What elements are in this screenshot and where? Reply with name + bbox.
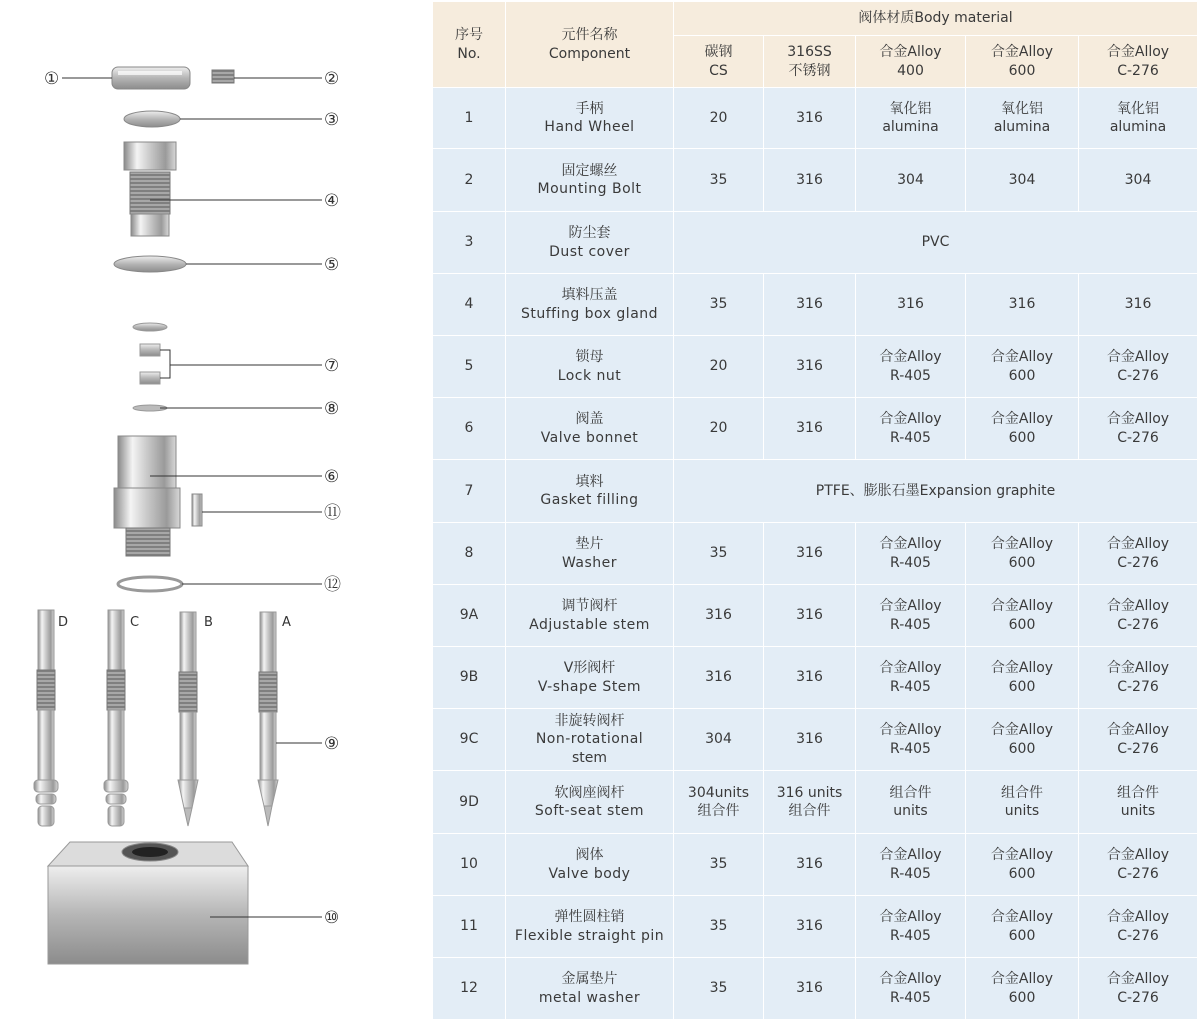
cell-cs [674,336,764,398]
cell-alloy-c276 [1079,709,1198,771]
header-material-col [674,36,764,88]
cell-component [506,647,674,709]
cell-316ss [764,336,856,398]
component-en: Non-rotational [535,731,644,748]
cell-316ss [764,149,856,212]
alloy-value: C-276 [1117,616,1159,633]
exploded-parts-diagram [0,0,430,1030]
cs-value: 20 [709,420,728,437]
part-stems [34,610,278,826]
header-material-line2: 600 [1008,62,1036,79]
cs-value: 304units [687,784,750,801]
cell-316ss [764,896,856,958]
ss-value: 316 [796,731,823,748]
component-en: Lock nut [557,367,622,384]
cell-component [506,523,674,585]
component-en: Mounting Bolt [537,181,642,197]
cell-no: 9A [433,585,506,647]
alloy-value: 合金Alloy [1106,411,1170,428]
alloy-value: 600 [1008,927,1036,944]
table-row [433,771,1198,834]
component-cn: 调节阀杆 [561,598,618,615]
cell-component [506,212,674,274]
component-en: Valve bonnet [540,429,639,446]
callout-11: ⑪ [324,503,341,523]
alloy-value: 600 [1008,678,1036,695]
cell-alloy-c276 [1079,398,1198,460]
component-en: Adjustable stem [529,616,650,633]
cell-alloy-a600 [966,149,1079,212]
alloy-value: R-405 [890,927,931,944]
cell-316ss [764,585,856,647]
cell-cs [674,958,764,1020]
cell-alloy-a400 [856,585,966,647]
cell-alloy-a400 [856,523,966,585]
cell-material-all: PVC [674,212,1198,274]
cell-component [506,896,674,958]
part-lock-nut [114,256,186,272]
callout-10: ⑩ [324,908,340,928]
part-packing [133,323,167,411]
callout-3: ③ [324,110,340,130]
alloy-value: R-405 [890,989,931,1006]
alloy-value: 合金Alloy [1106,349,1170,366]
alloy-value: 304 [897,171,924,188]
alloy-value: 600 [1008,740,1036,757]
callout-2: ② [324,69,340,89]
alloy-value: C-276 [1117,367,1159,384]
cell-component [506,149,674,212]
alloy-value: 氧化铝 [889,100,932,117]
component-cn: V形阀杆 [563,660,616,677]
cell-alloy-c276 [1079,336,1198,398]
alloy-value: 600 [1008,554,1036,571]
cell-component [506,274,674,336]
cell-316ss [764,88,856,149]
callout-8: ⑧ [324,399,340,419]
alloy-value: units [893,803,928,819]
component-cn: 防尘套 [568,225,611,242]
cell-alloy-a600 [966,647,1079,709]
cell-no: 9B [433,647,506,709]
alloy-value: 600 [1008,865,1036,882]
alloy-value: 氧化铝 [1001,100,1043,117]
alloy-value: 合金Alloy [879,536,942,553]
stem-letter-c: C [130,615,140,630]
alloy-value: 合金Alloy [990,847,1054,864]
cs-value: 20 [709,109,728,126]
alloy-value: 304 [1124,171,1152,188]
cell-no: 5 [433,336,506,398]
alloy-value: 氧化铝 [1117,100,1159,117]
component-en: Soft-seat stem [534,803,645,819]
cell-alloy-c276 [1079,585,1198,647]
cs-value: 35 [709,856,728,873]
component-cn: 阀体 [575,847,604,864]
alloy-value: R-405 [890,554,931,571]
alloy-value: 合金Alloy [1106,598,1170,615]
component-en: Stuffing box gland [520,305,659,322]
material-table [432,1,1198,1020]
cell-material-all: PTFE、膨胀石墨Expansion graphite [674,460,1198,523]
component-cn: 锁母 [575,349,604,366]
cell-no: 9D [433,771,506,834]
alloy-value: 316 [1008,296,1036,313]
cell-component [506,460,674,523]
header-material-col [764,36,856,88]
alloy-value: units [1004,803,1040,819]
cell-cs [674,523,764,585]
cell-no: 9C [433,709,506,771]
cell-alloy-a400 [856,398,966,460]
cell-alloy-c276 [1079,896,1198,958]
callout-12: ⑫ [324,575,341,595]
cell-alloy-a400 [856,336,966,398]
component-en: Washer [561,554,618,571]
cs-value-2: 组合件 [697,803,740,819]
header-body-material: 阀体材质Body material [674,2,1198,36]
component-en: Valve body [548,865,631,882]
table-row [433,896,1198,958]
header-material-col [856,36,966,88]
stem-letter-a: A [282,615,291,630]
callout-5: ⑤ [324,255,340,275]
alloy-value: 合金Alloy [990,722,1054,739]
alloy-value: C-276 [1117,865,1159,882]
cell-alloy-a600 [966,523,1079,585]
cell-alloy-c276 [1079,523,1198,585]
header-material-line2: CS [709,62,728,79]
table-row [433,958,1198,1020]
alloy-value: 合金Alloy [879,411,942,428]
alloy-value: C-276 [1117,429,1159,446]
header-material-line2: C-276 [1117,62,1159,79]
ss-value: 316 [796,358,823,375]
component-en: Gasket filling [540,492,639,508]
component-en: Flexible straight pin [514,927,665,944]
alloy-value: R-405 [890,429,931,446]
component-cn: 垫片 [575,536,604,553]
ss-value: 316 [796,420,823,437]
cs-value: 35 [709,171,728,188]
header-no-en: No. [457,45,481,62]
cs-value: 316 [705,607,732,624]
ss-value: 316 [796,856,823,873]
cell-alloy-a600 [966,274,1079,336]
table-row [433,212,1198,274]
ss-value-2: 组合件 [788,803,831,819]
cell-316ss [764,958,856,1020]
alloy-value: 合金Alloy [879,660,942,677]
table-row [433,336,1198,398]
ss-value: 316 [796,607,823,624]
cs-value: 304 [705,731,732,748]
cell-cs [674,709,764,771]
cell-no: 10 [433,834,506,896]
alloy-value: 合金Alloy [1106,971,1170,988]
cell-no: 7 [433,460,506,523]
cell-no: 4 [433,274,506,336]
table-row [433,398,1198,460]
alloy-value: 组合件 [1117,784,1159,801]
header-material-line2: 不锈钢 [788,62,831,79]
alloy-value: alumina [1109,119,1167,135]
cs-value: 35 [709,296,728,313]
alloy-value: 合金Alloy [990,349,1054,366]
cs-value: 20 [709,358,728,375]
alloy-value: 合金Alloy [879,971,942,988]
cell-alloy-c276 [1079,88,1198,149]
cs-value: 316 [705,669,732,686]
component-cn: 软阀座阀杆 [554,784,625,801]
ss-value: 316 units [776,784,843,801]
component-cn: 阀盖 [575,411,604,428]
alloy-value: 合金Alloy [1106,536,1170,553]
alloy-value: 组合件 [889,784,932,801]
ss-value: 316 [796,669,823,686]
component-cn: 弹性圆柱销 [554,909,625,926]
callout-9: ⑨ [324,734,340,754]
alloy-value: 600 [1008,989,1036,1006]
component-en: V-shape Stem [537,678,642,695]
cell-alloy-a600 [966,896,1079,958]
component-cn: 填料 [575,473,604,490]
cell-component [506,398,674,460]
cell-alloy-c276 [1079,149,1198,212]
ss-value: 316 [796,545,823,562]
callout-4: ④ [324,191,340,211]
table-row [433,585,1198,647]
header-material-line1: 合金Alloy [990,44,1054,61]
callout-1: ① [44,69,60,89]
component-en: Hand Wheel [544,119,635,135]
ss-value: 316 [796,296,823,313]
cs-value: 35 [709,545,728,562]
cell-component [506,771,674,834]
alloy-value: R-405 [890,367,931,384]
component-cn: 非旋转阀杆 [554,713,625,730]
alloy-value: 合金Alloy [990,660,1054,677]
cell-cs [674,896,764,958]
cell-alloy-a600 [966,834,1079,896]
alloy-value: units [1120,803,1156,819]
alloy-value: 合金Alloy [990,536,1054,553]
alloy-value: 合金Alloy [879,909,942,926]
callout-7: ⑦ [324,356,340,376]
alloy-value: 合金Alloy [879,598,942,615]
cell-316ss [764,771,856,834]
cell-alloy-a600 [966,336,1079,398]
part-mounting-bolt [212,70,234,83]
cell-cs [674,585,764,647]
cell-component [506,336,674,398]
part-metal-washer [118,577,182,591]
header-material-line2: 400 [897,62,924,79]
header-material-line1: 316SS [787,44,832,61]
cell-alloy-c276 [1079,958,1198,1020]
part-valve-bonnet [114,436,180,556]
alloy-value: R-405 [890,740,931,757]
alloy-value: 合金Alloy [990,411,1054,428]
table-body [433,88,1198,1020]
alloy-value: 合金Alloy [1106,847,1170,864]
cell-no: 1 [433,88,506,149]
cell-alloy-a400 [856,709,966,771]
component-en: Dust cover [549,243,630,260]
header-material-col [1079,36,1198,88]
alloy-value: R-405 [890,865,931,882]
table-row [433,647,1198,709]
cell-component [506,88,674,149]
cell-alloy-a600 [966,709,1079,771]
ss-value: 316 [796,980,823,997]
part-stuffing-box-gland [124,142,176,236]
part-hand-wheel [112,67,190,89]
table-row [433,523,1198,585]
cell-316ss [764,647,856,709]
alloy-value: 合金Alloy [990,909,1054,926]
ss-value: 316 [796,171,823,188]
alloy-value: C-276 [1117,989,1159,1006]
alloy-value: 600 [1008,429,1036,446]
cell-no: 12 [433,958,506,1020]
cell-alloy-a400 [856,958,966,1020]
stem-letter-b: B [204,615,213,630]
table-row [433,149,1198,212]
alloy-value: 合金Alloy [879,847,942,864]
table-row [433,274,1198,336]
component-en-2: stem [571,749,608,766]
alloy-value: R-405 [890,678,931,695]
cell-alloy-a400 [856,771,966,834]
alloy-value: 304 [1008,171,1036,188]
cell-cs [674,771,764,834]
cell-316ss [764,834,856,896]
cell-alloy-a600 [966,585,1079,647]
cell-cs [674,647,764,709]
ss-value: 316 [796,918,823,935]
stem-letters [58,615,291,630]
header-material-col [966,36,1079,88]
cell-cs [674,398,764,460]
cell-no: 2 [433,149,506,212]
alloy-value: 合金Alloy [990,598,1054,615]
stem-letter-d: D [58,615,69,630]
cell-alloy-a400 [856,149,966,212]
alloy-value: 合金Alloy [1106,909,1170,926]
cell-alloy-a600 [966,88,1079,149]
alloy-value: 316 [1124,296,1152,313]
alloy-value: 600 [1008,367,1036,384]
alloy-value: C-276 [1117,740,1159,757]
cell-alloy-a400 [856,88,966,149]
header-component [506,2,674,88]
alloy-value: 316 [897,296,924,313]
cell-alloy-a600 [966,398,1079,460]
table-row [433,88,1198,149]
cell-cs [674,274,764,336]
cell-alloy-a400 [856,274,966,336]
cell-alloy-c276 [1079,647,1198,709]
cs-value: 35 [709,980,728,997]
component-cn: 填料压盖 [561,287,618,304]
alloy-value: R-405 [890,616,931,633]
ss-value: 316 [796,109,823,126]
cell-alloy-a600 [966,771,1079,834]
component-cn: 金属垫片 [561,971,618,988]
cell-cs [674,149,764,212]
alloy-value: 600 [1008,616,1036,633]
alloy-value: 合金Alloy [1106,722,1170,739]
cell-alloy-a400 [856,896,966,958]
header-component-en: Component [548,45,631,62]
cs-value: 35 [709,918,728,935]
alloy-value: alumina [993,119,1051,135]
component-cn: 固定螺丝 [561,162,618,179]
cell-316ss [764,523,856,585]
alloy-value: 合金Alloy [1106,660,1170,677]
cell-alloy-a400 [856,647,966,709]
cell-cs [674,88,764,149]
component-cn: 手柄 [575,100,604,117]
cell-316ss [764,274,856,336]
cell-component [506,585,674,647]
cell-alloy-c276 [1079,771,1198,834]
alloy-value: 合金Alloy [990,971,1054,988]
header-component-cn: 元件名称 [561,27,618,44]
cell-alloy-a600 [966,958,1079,1020]
part-pin [192,494,202,526]
callout-6: ⑥ [324,467,340,487]
alloy-value: C-276 [1117,554,1159,571]
cell-316ss [764,709,856,771]
table-row [433,834,1198,896]
cell-alloy-c276 [1079,834,1198,896]
part-dust-cover [124,111,180,127]
component-en: metal washer [538,989,641,1006]
cell-component [506,709,674,771]
alloy-value: 合金Alloy [879,349,942,366]
alloy-value: 合金Alloy [879,722,942,739]
cell-component [506,834,674,896]
table-row [433,709,1198,771]
cell-component [506,958,674,1020]
cell-no: 11 [433,896,506,958]
part-valve-body [48,842,248,964]
alloy-value: C-276 [1117,927,1159,944]
header-no [433,2,506,88]
alloy-value: C-276 [1117,678,1159,695]
alloy-value: alumina [882,119,939,135]
cell-alloy-c276 [1079,274,1198,336]
cell-alloy-a400 [856,834,966,896]
cell-no: 6 [433,398,506,460]
header-material-line1: 合金Alloy [1106,44,1170,61]
header-material-line1: 合金Alloy [879,44,942,61]
cell-cs [674,834,764,896]
cell-316ss [764,398,856,460]
cell-no: 8 [433,523,506,585]
header-no-cn: 序号 [455,27,483,44]
alloy-value: 组合件 [1001,784,1043,801]
cell-no: 3 [433,212,506,274]
header-material-line1: 碳钢 [704,44,733,61]
table-row [433,460,1198,523]
